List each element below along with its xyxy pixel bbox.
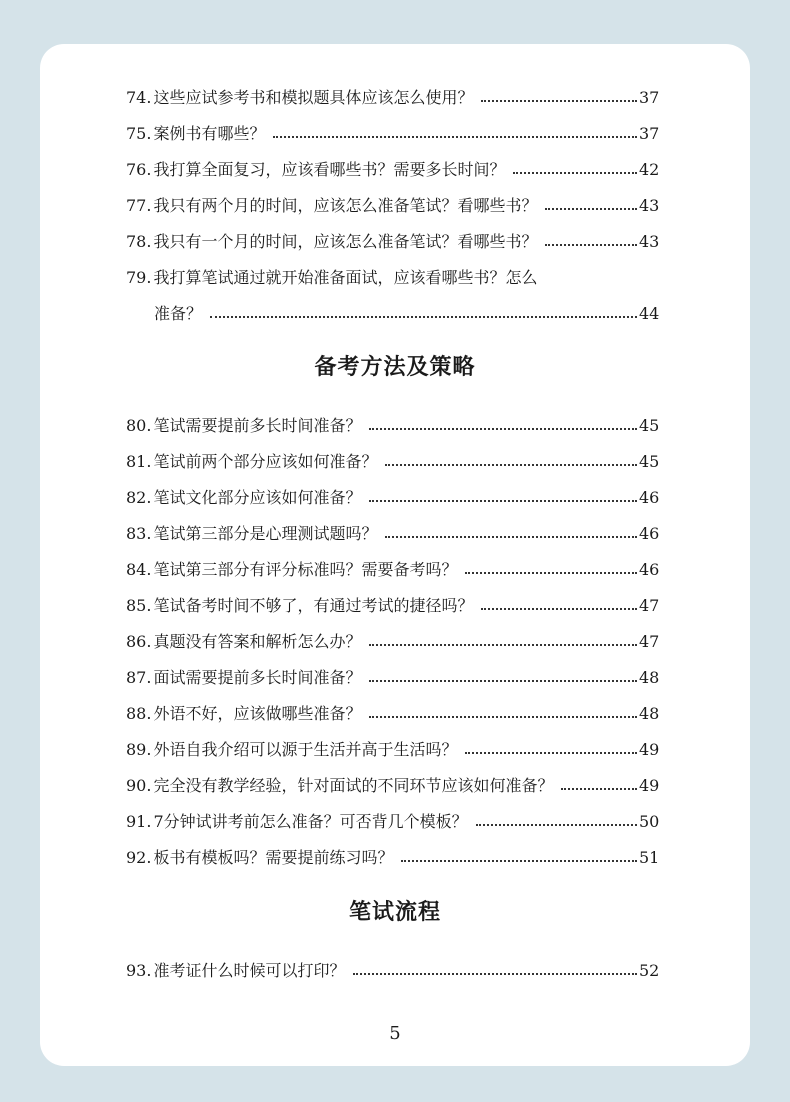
toc-entry — [126, 809, 659, 835]
toc-entry-multiline — [126, 265, 659, 291]
entry-number: 93. — [126, 961, 152, 980]
entry-title: 笔试备考时间不够了，有通过考试的捷径吗？ — [153, 596, 474, 615]
entry-number: 92. — [126, 848, 152, 867]
toc-entry — [126, 665, 659, 691]
toc-entry — [126, 413, 659, 439]
entry-title-line2: 准备？ — [154, 304, 203, 323]
entry-page: 48 — [639, 704, 660, 723]
entry-page: 46 — [639, 524, 660, 543]
entry-number: 80. — [126, 416, 152, 435]
entry-page: 47 — [639, 596, 660, 615]
entry-title-line1: 我打算笔试通过就开始准备面试，应该看哪些书？怎么 — [153, 268, 538, 287]
dot-leader — [369, 644, 637, 646]
entry-page: 44 — [639, 304, 660, 323]
toc-entry — [126, 121, 659, 147]
entry-page: 52 — [639, 961, 660, 980]
toc-entry — [126, 737, 659, 763]
dot-leader — [210, 316, 637, 318]
entry-number: 74. — [126, 88, 152, 107]
entry-page: 48 — [639, 668, 660, 687]
entry-number: 76. — [126, 160, 152, 179]
entry-number: 84. — [126, 560, 152, 579]
entry-number: 85. — [126, 596, 152, 615]
entry-title: 我只有两个月的时间，应该怎么准备笔试？看哪些书？ — [153, 196, 538, 215]
entry-page: 50 — [639, 812, 660, 831]
entry-title: 我只有一个月的时间，应该怎么准备笔试？看哪些书？ — [153, 232, 538, 251]
entry-page: 51 — [639, 848, 660, 867]
entry-page: 37 — [639, 124, 660, 143]
entry-title: 笔试文化部分应该如何准备？ — [153, 488, 362, 507]
entry-page: 49 — [639, 740, 660, 759]
dot-leader — [273, 136, 637, 138]
dot-leader — [385, 464, 637, 466]
dot-leader — [369, 716, 637, 718]
entry-number: 77. — [126, 196, 152, 215]
entry-number: 86. — [126, 632, 152, 651]
entry-page: 43 — [639, 196, 660, 215]
dot-leader — [481, 100, 637, 102]
dot-leader — [561, 788, 637, 790]
entry-title: 真题没有答案和解析怎么办？ — [153, 632, 362, 651]
dot-leader — [545, 244, 637, 246]
entry-number: 90. — [126, 776, 152, 795]
entry-title: 这些应试参考书和模拟题具体应该怎么使用？ — [153, 88, 474, 107]
entry-title: 我打算全面复习，应该看哪些书？需要多长时间？ — [153, 160, 506, 179]
entry-title: 完全没有教学经验，针对面试的不同环节应该如何准备？ — [153, 776, 554, 795]
toc-entry — [126, 449, 659, 475]
toc-entry — [126, 193, 659, 219]
toc-entry-continuation — [154, 301, 659, 327]
toc-entry — [126, 157, 659, 183]
entry-title: 笔试需要提前多长时间准备？ — [153, 416, 362, 435]
entry-page: 42 — [639, 160, 660, 179]
entry-number: 79. — [126, 268, 152, 287]
entry-title: 外语不好，应该做哪些准备？ — [153, 704, 362, 723]
toc-entry — [126, 557, 659, 583]
toc-entry — [126, 773, 659, 799]
dot-leader — [465, 752, 637, 754]
entry-number: 83. — [126, 524, 152, 543]
entry-title: 面试需要提前多长时间准备？ — [153, 668, 362, 687]
entry-page: 49 — [639, 776, 660, 795]
entry-number: 75. — [126, 124, 152, 143]
dot-leader — [369, 680, 637, 682]
toc-entry — [126, 85, 659, 111]
dot-leader — [465, 572, 637, 574]
dot-leader — [353, 973, 637, 975]
entry-page: 47 — [639, 632, 660, 651]
entry-title: 笔试第三部分是心理测试题吗？ — [153, 524, 378, 543]
page-number: 5 — [389, 1023, 401, 1044]
entry-number: 88. — [126, 704, 152, 723]
entry-title: 笔试前两个部分应该如何准备？ — [153, 452, 378, 471]
entry-page: 37 — [639, 88, 660, 107]
entry-title: 笔试第三部分有评分标准吗？需要备考吗？ — [153, 560, 458, 579]
dot-leader — [369, 500, 637, 502]
entry-title: 7分钟试讲考前怎么准备？可否背几个模板？ — [153, 812, 468, 831]
entry-page: 45 — [639, 452, 660, 471]
entry-number: 87. — [126, 668, 152, 687]
dot-leader — [369, 428, 637, 430]
entry-page: 46 — [639, 560, 660, 579]
dot-leader — [481, 608, 637, 610]
dot-leader — [513, 172, 637, 174]
entry-page: 45 — [639, 416, 660, 435]
toc-entry — [126, 229, 659, 255]
toc-entry — [126, 593, 659, 619]
entry-title: 板书有模板吗？需要提前练习吗？ — [153, 848, 394, 867]
toc-entry — [126, 521, 659, 547]
toc-entry — [126, 629, 659, 655]
entry-number: 81. — [126, 452, 152, 471]
dot-leader — [385, 536, 637, 538]
entry-title: 准考证什么时候可以打印？ — [153, 961, 346, 980]
entry-title: 案例书有哪些？ — [153, 124, 266, 143]
section-heading: 备考方法及策略 — [314, 355, 476, 380]
entry-number: 91. — [126, 812, 152, 831]
dot-leader — [401, 860, 637, 862]
dot-leader — [545, 208, 637, 210]
entry-page: 46 — [639, 488, 660, 507]
entry-page: 43 — [639, 232, 660, 251]
toc-entry — [126, 958, 659, 984]
entry-number: 82. — [126, 488, 152, 507]
dot-leader — [476, 824, 637, 826]
toc-entry — [126, 701, 659, 727]
section-heading: 笔试流程 — [348, 900, 441, 925]
entry-number: 89. — [126, 740, 152, 759]
toc-entry — [126, 845, 659, 871]
entry-title: 外语自我介绍可以源于生活并高于生活吗？ — [153, 740, 458, 759]
toc-entry — [126, 485, 659, 511]
entry-number: 78. — [126, 232, 152, 251]
